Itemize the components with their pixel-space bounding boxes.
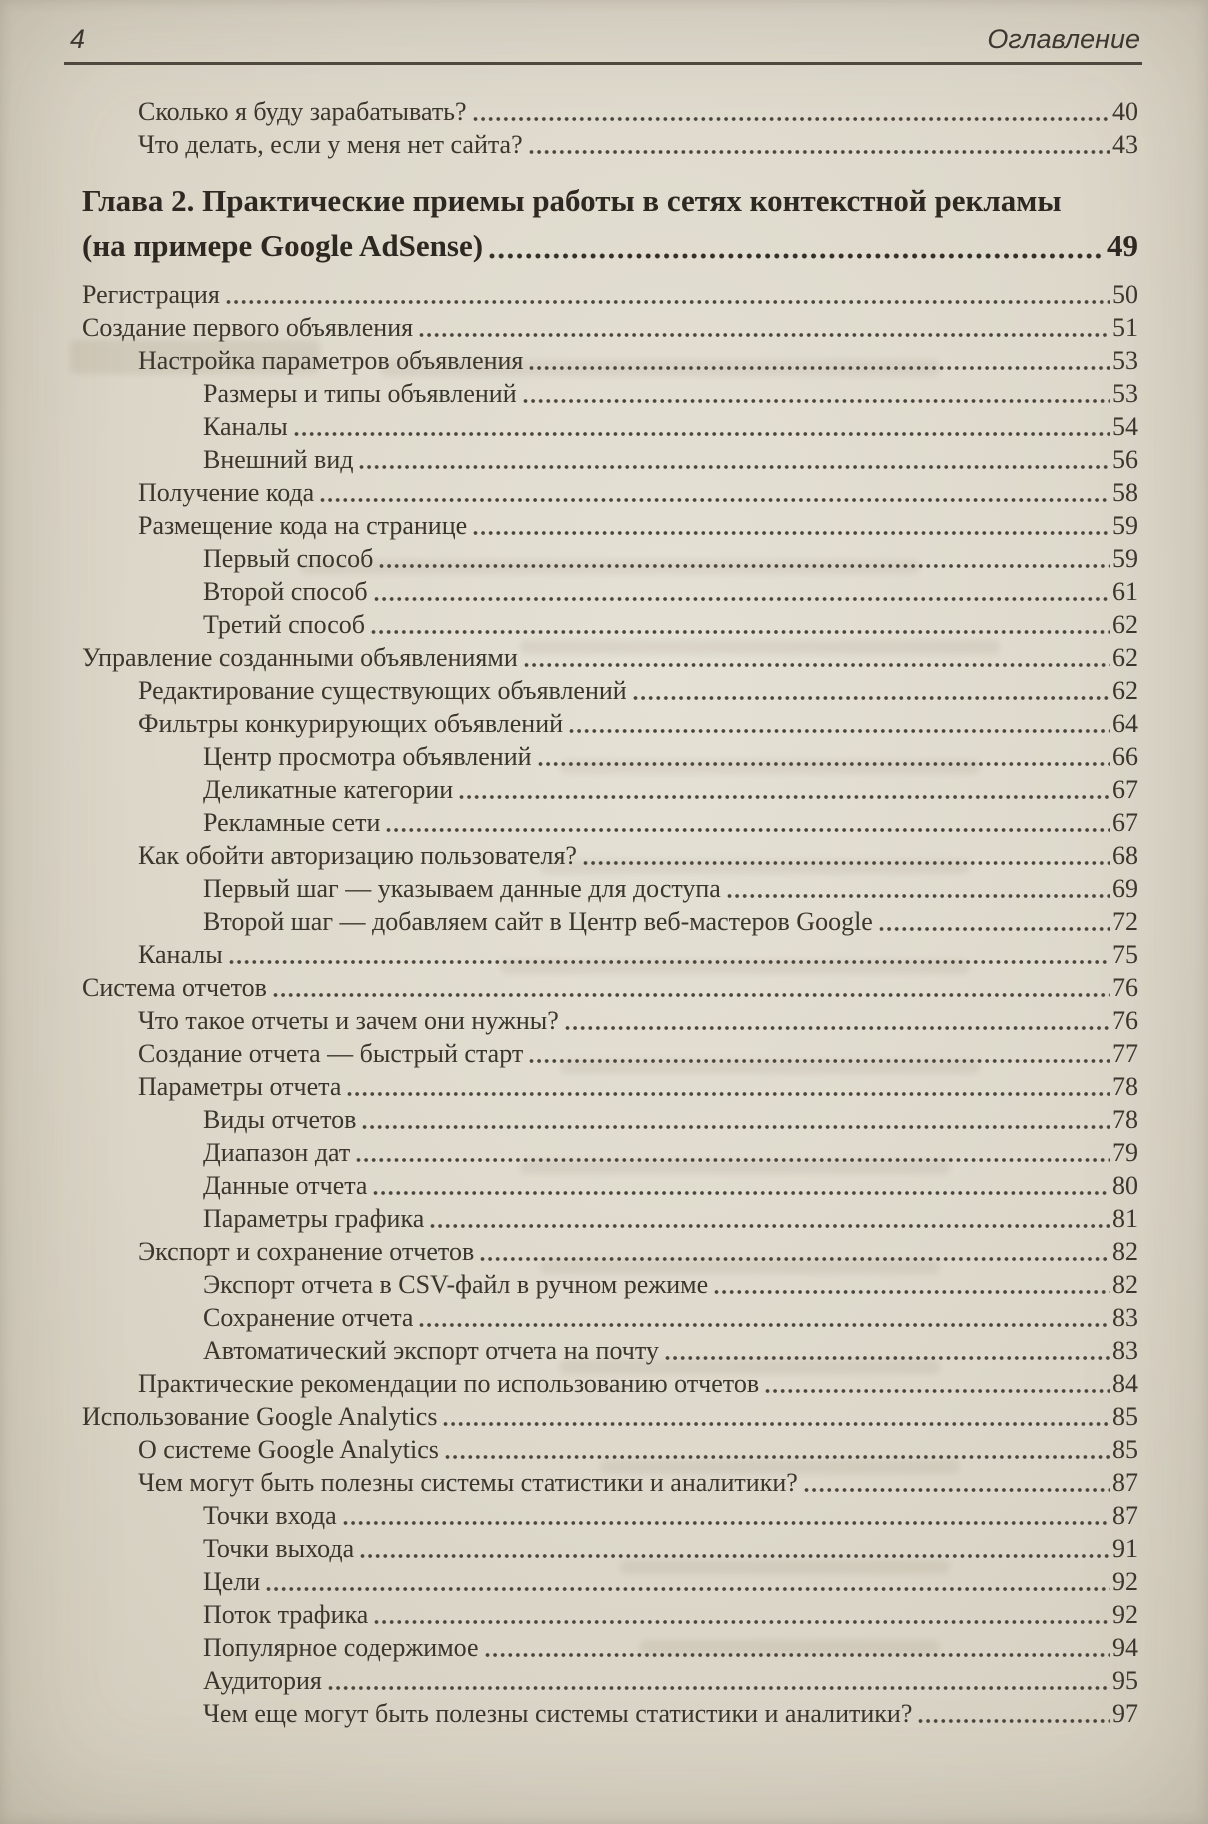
toc-entry [82,1334,1138,1367]
toc-entry [82,476,1138,509]
chapter-title-line2: (на примере Google AdSense) [82,228,484,263]
toc-leader-dots [294,429,1110,439]
toc-entry-label: Сохранение отчета [203,1303,414,1332]
toc-leader-dots [473,114,1110,124]
toc-leader-dots [583,858,1110,868]
toc-entry [82,1400,1138,1433]
toc-leader-dots [665,1353,1110,1363]
toc-entry-label: Центр просмотра объявлений [203,742,532,771]
toc-entry [82,1037,1138,1070]
toc-entry-label: Каналы [138,940,223,969]
toc-entry-page: 51 [1112,313,1138,342]
toc-leader-dots [419,330,1110,340]
toc-leader-dots [633,693,1110,703]
toc-entry-label: Редактирование существующих объявлений [138,676,627,705]
toc-entry [82,542,1138,575]
toc-leader-dots [320,495,1110,505]
toc-entry-label: Экспорт и сохранение отчетов [138,1237,475,1266]
toc-entry-label: Что такое отчеты и зачем они нужны? [138,1006,559,1035]
toc-entry-page: 83 [1112,1336,1138,1365]
toc-entry-label: Первый способ [203,544,374,573]
toc-leader-dots [266,1584,1110,1594]
toc-entry [82,674,1138,707]
toc-entry-page: 84 [1112,1369,1138,1398]
toc-entry [82,311,1138,344]
toc-entry-label: Параметры отчета [138,1072,342,1101]
toc-leader-dots [273,990,1110,1000]
toc-entry [82,1697,1138,1730]
toc-entry [82,278,1138,311]
toc-entry-label: Аудитория [203,1666,322,1695]
toc-leader-dots [226,297,1110,307]
toc-entry [82,905,1138,938]
toc-entry-page: 87 [1112,1468,1138,1497]
toc-entry-label: Размещение кода на странице [138,511,468,540]
toc-entry [82,806,1138,839]
toc-leader-dots [529,1056,1110,1066]
toc-entry-label: Получение кода [138,478,315,507]
toc-entry [82,443,1138,476]
toc-leader-dots [443,1419,1110,1429]
toc-entry-label: Размеры и типы объявлений [203,379,517,408]
toc-leader-dots [727,891,1110,901]
toc-leader-dots [374,594,1110,604]
toc-entry-label: Рекламные сети [203,808,381,837]
toc-leader-dots [765,1386,1110,1396]
toc-entry-page: 69 [1112,874,1138,903]
toc-leader-dots [374,1617,1110,1627]
toc-leader-dots [373,1188,1110,1198]
toc-leader-dots [362,1122,1110,1132]
toc-entry [82,1169,1138,1202]
toc-entry [82,1136,1138,1169]
toc-entry-page: 82 [1112,1237,1138,1266]
header-title: Оглавление [987,24,1140,54]
toc-entry-label: Использование Google Analytics [82,1402,438,1431]
chapter-heading [82,178,1138,268]
toc-entry-label: Популярное содержимое [203,1633,479,1662]
toc-entry-page: 56 [1112,445,1138,474]
toc-entry [82,344,1138,377]
chapter-title-line2-row [82,223,1138,268]
toc-leader-dots [328,1683,1110,1693]
toc-entry [82,1268,1138,1301]
toc-entry-page: 72 [1112,907,1138,936]
toc-entry [82,1433,1138,1466]
toc-entry [82,1598,1138,1631]
toc-entry [82,509,1138,542]
chapter-title-line1: Глава 2. Практические приемы работы в сетях контекстной рекламы [82,183,1062,218]
toc-entry-page: 79 [1112,1138,1138,1167]
toc-entry-page: 68 [1112,841,1138,870]
toc-entry [82,410,1138,443]
toc-entry-label: Что делать, если у меня нет сайта? [138,130,523,159]
toc-entry [82,1004,1138,1037]
toc-leader-dots [523,396,1110,406]
toc-entry-label: Как обойти авторизацию пользователя? [138,841,577,870]
toc-entry-label: Внешний вид [203,445,354,474]
toc-entry-page: 53 [1112,346,1138,375]
toc-entry [82,971,1138,1004]
toc-entry-page: 54 [1112,412,1138,441]
toc-leader-dots [714,1287,1110,1297]
toc-entry-page: 66 [1112,742,1138,771]
toc-entry-page: 76 [1112,973,1138,1002]
toc-entry-label: О системе Google Analytics [138,1435,439,1464]
toc-leader-dots [473,528,1110,538]
toc-entry-label: Создание первого объявления [82,313,414,342]
toc-entry-page: 80 [1112,1171,1138,1200]
toc-entry-page: 97 [1112,1699,1138,1728]
toc-entry [82,95,1138,128]
toc-leader-dots [445,1452,1110,1462]
toc-leader-dots [419,1320,1110,1330]
toc-entry [82,1664,1138,1697]
toc-entry-label: Чем могут быть полезны системы статистики и аналитики? [138,1468,798,1497]
toc-entries [82,278,1138,1730]
toc-entry-page: 83 [1112,1303,1138,1332]
toc-entry-page: 40 [1112,97,1138,126]
toc-entry-page: 62 [1112,676,1138,705]
toc-leader-dots [371,627,1110,637]
toc-leader-dots [918,1716,1110,1726]
toc-leader-dots [430,1221,1110,1231]
toc-leader-dots [485,1650,1110,1660]
toc-entry [82,740,1138,773]
toc-leader-dots [529,147,1110,157]
toc-entry-label: Виды отчетов [203,1105,357,1134]
toc-leader-dots [229,957,1110,967]
toc-entry [82,872,1138,905]
toc-leader-dots [565,1023,1110,1033]
toc-entry [82,938,1138,971]
toc-entry-label: Сколько я буду зарабатывать? [138,97,467,126]
toc-entry [82,128,1138,161]
toc-leader-dots [480,1254,1110,1264]
toc-leader-dots [386,825,1110,835]
toc-entry-label: Третий способ [203,610,365,639]
toc-entry [82,377,1138,410]
toc-entry-page: 76 [1112,1006,1138,1035]
toc-entry-label: Первый шаг — указываем данные для доступа [203,874,721,903]
toc-entry-page: 95 [1112,1666,1138,1695]
toc-entry-page: 78 [1112,1072,1138,1101]
toc-entry [82,1235,1138,1268]
toc-entry-label: Автоматический экспорт отчета на почту [203,1336,659,1365]
toc-entry-label: Точки входа [203,1501,337,1530]
toc-entry-label: Деликатные категории [203,775,454,804]
page-header [0,0,1208,55]
toc-entry-page: 82 [1112,1270,1138,1299]
toc-entry-label: Чем еще могут быть полезны системы статистики и аналитики? [203,1699,913,1728]
toc-entry-page: 85 [1112,1402,1138,1431]
toc-entry [82,839,1138,872]
toc-entry-label: Точки выхода [203,1534,355,1563]
toc-entry-page: 92 [1112,1600,1138,1629]
toc-entry-page: 59 [1112,511,1138,540]
toc-entry-page: 75 [1112,940,1138,969]
toc-entry-label: Второй шаг — добавляем сайт в Центр веб-мастеров Google [203,907,873,936]
toc-entry-page: 64 [1112,709,1138,738]
toc-entry [82,1532,1138,1565]
toc-entry [82,608,1138,641]
toc-entry-page: 53 [1112,379,1138,408]
toc-entry-label: Второй способ [203,577,368,606]
toc-entry-page: 85 [1112,1435,1138,1464]
toc-leader-dots [569,726,1110,736]
toc-entry [82,1367,1138,1400]
toc-entry [82,1499,1138,1532]
toc-entry-label: Каналы [203,412,288,441]
toc-entry [82,641,1138,674]
toc-entry-label: Практические рекомендации по использованию отчетов [138,1369,760,1398]
toc-leader-dots [524,660,1110,670]
toc-leader-dots [360,1551,1110,1561]
toc-entry [82,575,1138,608]
toc-entry-label: Данные отчета [203,1171,368,1200]
toc-entry-page: 62 [1112,610,1138,639]
toc-entry-page: 81 [1112,1204,1138,1233]
toc-leader-dots [879,924,1110,934]
toc-entry-page: 67 [1112,775,1138,804]
toc-entry-label: Настройка параметров объявления [138,346,524,375]
toc-entry-page: 50 [1112,280,1138,309]
toc-entry-label: Параметры графика [203,1204,425,1233]
toc-entry-label: Диапазон дат [203,1138,351,1167]
toc-leader-dots [489,250,1105,262]
toc-entry-label: Создание отчета — быстрый старт [138,1039,524,1068]
toc-leader-dots [356,1155,1110,1165]
pre-chapter-entries [82,95,1138,161]
toc-entry-label: Экспорт отчета в CSV-файл в ручном режиме [203,1270,709,1299]
toc-entry-label: Цели [203,1567,261,1596]
toc-entry-page: 43 [1112,130,1138,159]
toc-leader-dots [379,561,1110,571]
toc-entry [82,1070,1138,1103]
toc-leader-dots [529,363,1110,373]
toc-entry [82,1631,1138,1664]
toc-entry-label: Фильтры конкурирующих объявлений [138,709,564,738]
toc-leader-dots [347,1089,1110,1099]
toc-content [0,65,1208,1730]
toc-entry-page: 67 [1112,808,1138,837]
toc-leader-dots [804,1485,1110,1495]
toc-entry-page: 59 [1112,544,1138,573]
toc-leader-dots [343,1518,1110,1528]
toc-leader-dots [538,759,1110,769]
toc-entry-label: Регистрация [82,280,220,309]
toc-entry-page: 77 [1112,1039,1138,1068]
toc-entry [82,707,1138,740]
toc-entry [82,1565,1138,1598]
toc-entry-label: Поток трафика [203,1600,369,1629]
toc-entry [82,773,1138,806]
toc-leader-dots [359,462,1110,472]
toc-entry [82,1466,1138,1499]
page-number: 4 [70,24,86,54]
toc-entry-page: 92 [1112,1567,1138,1596]
toc-entry-page: 91 [1112,1534,1138,1563]
toc-entry [82,1202,1138,1235]
toc-entry-label: Система отчетов [82,973,267,1002]
toc-entry-page: 62 [1112,643,1138,672]
toc-entry [82,1301,1138,1334]
chapter-page: 49 [1107,228,1138,263]
toc-entry-page: 58 [1112,478,1138,507]
toc-entry-label: Управление созданными объявлениями [82,643,518,672]
toc-entry-page: 87 [1112,1501,1138,1530]
toc-entry [82,1103,1138,1136]
toc-entry-page: 78 [1112,1105,1138,1134]
toc-leader-dots [459,792,1110,802]
toc-entry-page: 94 [1112,1633,1138,1662]
toc-entry-page: 61 [1112,577,1138,606]
